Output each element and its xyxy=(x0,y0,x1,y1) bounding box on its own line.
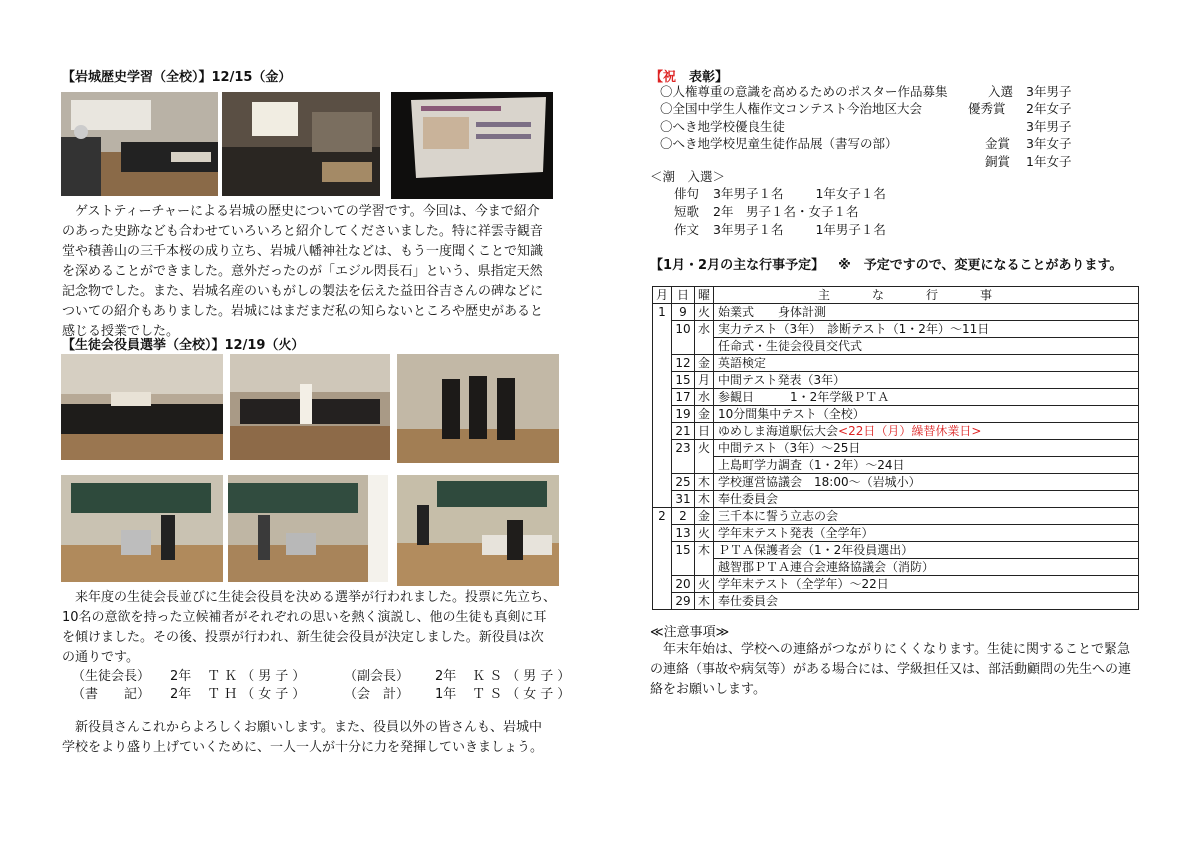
notice-title: ≪注意事項≫ xyxy=(650,625,730,640)
schedule-weekday: 日 xyxy=(695,423,714,440)
role-treasurer: （会 計） 1年 ＴＳ（女子） xyxy=(344,687,575,702)
history-photo-screen xyxy=(391,92,553,199)
schedule-day: 29 xyxy=(672,593,695,610)
schedule-month xyxy=(653,525,672,542)
schedule-row xyxy=(653,440,1139,457)
schedule-event: 学校運営協議会 18:00～（岩城小） xyxy=(714,474,1139,491)
ushio-title: ＜潮 入選＞ xyxy=(650,169,726,184)
history-line: 堂や積善山の三千本桜の成り立ち、岩城八幡神社などは、もう一度聞くことで知識 xyxy=(62,244,544,259)
schedule-month: 1 xyxy=(653,304,672,321)
schedule-row xyxy=(653,372,1139,389)
schedule-day: 25 xyxy=(672,474,695,491)
closing-line: 学校をより盛り上げていくために、一人一人が十分に力を発揮していきましょう。 xyxy=(62,740,544,755)
schedule-event: 上島町学力調査（1・2年）～24日 xyxy=(714,457,1139,474)
schedule-month xyxy=(653,321,672,338)
schedule-month xyxy=(653,593,672,610)
award-item: 〇人権尊重の意識を高めるためのポスター作品募集 xyxy=(660,84,948,99)
schedule-day xyxy=(672,559,695,576)
schedule-day: 13 xyxy=(672,525,695,542)
role-president: （生徒会長） 2年 ＴＫ（男子） xyxy=(72,669,310,684)
awards-title: 【祝 表彰】 xyxy=(650,70,729,85)
election-title: 【生徒会役員選挙（全校）】12/19（火） xyxy=(62,338,305,353)
schedule-header-row xyxy=(653,287,1139,304)
schedule-event: 始業式 身体計測 xyxy=(714,304,1139,321)
header-events: 主な行事 xyxy=(714,287,1139,304)
schedule-month xyxy=(653,559,672,576)
schedule-row xyxy=(653,457,1139,474)
notice-line: の連絡（事故や病気等）がある場合には、学級担任又は、部活動顧問の先生への連 xyxy=(650,662,1132,677)
schedule-day: 17 xyxy=(672,389,695,406)
schedule-weekday: 木 xyxy=(695,593,714,610)
schedule-day: 19 xyxy=(672,406,695,423)
schedule-month xyxy=(653,338,672,355)
closing-line: 新役員さんこれからよろしくお願いします。また、役員以外の皆さんも、岩城中 xyxy=(62,720,542,735)
schedule-event-note: <22日（月）繰替休業日> xyxy=(838,424,982,438)
schedule-weekday: 火 xyxy=(695,304,714,321)
schedule-day: 21 xyxy=(672,423,695,440)
schedule-day: 9 xyxy=(672,304,695,321)
schedule-month xyxy=(653,542,672,559)
schedule-month xyxy=(653,355,672,372)
schedule-weekday: 金 xyxy=(695,406,714,423)
notice-line: 絡をお願いします。 xyxy=(650,682,766,697)
award-result: 金賞 xyxy=(985,136,1011,151)
schedule-weekday: 水 xyxy=(695,389,714,406)
schedule-row xyxy=(653,559,1139,576)
schedule-month xyxy=(653,576,672,593)
schedule-day xyxy=(672,338,695,355)
award-who: 3年男子 xyxy=(1026,84,1072,99)
schedule-day xyxy=(672,457,695,474)
ushio-row: 短歌 2年 男子１名・女子１名 xyxy=(674,204,859,219)
header-day: 日 xyxy=(672,287,695,304)
schedule-event: ゆめしま海道駅伝大会<22日（月）繰替休業日> xyxy=(714,423,1139,440)
election-text xyxy=(62,588,562,668)
election-closing xyxy=(62,718,562,758)
schedule-weekday: 水 xyxy=(695,321,714,338)
schedule-month xyxy=(653,491,672,508)
schedule-month xyxy=(653,474,672,491)
schedule-row xyxy=(653,355,1139,372)
schedule-row xyxy=(653,321,1139,338)
schedule-month xyxy=(653,423,672,440)
schedule-day: 2 xyxy=(672,508,695,525)
schedule-event: 奉仕委員会 xyxy=(714,491,1139,508)
award-who: 3年男子 xyxy=(1026,119,1072,134)
schedule-month xyxy=(653,406,672,423)
notice-line: 年末年始は、学校への連絡がつながりにくくなります。生徒に関することで緊急 xyxy=(650,642,1130,657)
history-line: 記念物でした。また、岩城名産のいもがしの製法を伝えた益田谷吉さんの碑などに xyxy=(62,284,544,299)
schedule-weekday: 火 xyxy=(695,525,714,542)
schedule-day: 10 xyxy=(672,321,695,338)
schedule-weekday: 金 xyxy=(695,355,714,372)
schedule-title: 【1月・2月の主な行事予定】 ※ 予定ですので、変更になることがあります。 xyxy=(650,258,1123,273)
election-photo-5 xyxy=(228,475,388,582)
schedule-event: 中間テスト発表（3年） xyxy=(714,372,1139,389)
history-line: ついての紹介もありました。岩城にはまだまだ私の知らないところや歴史があると xyxy=(62,304,544,319)
history-line: のあった史跡なども合わせていろいろと紹介してくださいました。特に祥雲寺観音 xyxy=(62,224,543,239)
election-photo-2 xyxy=(230,354,390,460)
election-line: 来年度の生徒会長並びに生徒会役員を決める選挙が行われました。投票に先立ち、 xyxy=(62,590,557,605)
election-photo-3 xyxy=(397,354,559,463)
schedule-month xyxy=(653,372,672,389)
history-line: ゲストティーチャーによる岩城の歴史についての学習です。今回は、今まで紹介 xyxy=(62,204,540,219)
schedule-month xyxy=(653,389,672,406)
schedule-row xyxy=(653,389,1139,406)
schedule-event: 越智郡ＰＴＡ連合会連絡協議会（消防） xyxy=(714,559,1139,576)
award-item: 〇全国中学生人権作文コンテスト今治地区大会 xyxy=(660,101,923,116)
schedule-event: 奉仕委員会 xyxy=(714,593,1139,610)
award-item: 〇へき地学校児童生徒作品展（書写の部） xyxy=(660,136,898,151)
award-result: 優秀賞 xyxy=(968,101,1006,116)
schedule-event: 英語検定 xyxy=(714,355,1139,372)
schedule-row xyxy=(653,474,1139,491)
election-photo-6 xyxy=(397,475,559,586)
schedule-month xyxy=(653,457,672,474)
schedule-weekday: 木 xyxy=(695,542,714,559)
schedule-table xyxy=(652,286,1139,610)
schedule-day: 20 xyxy=(672,576,695,593)
schedule-row xyxy=(653,423,1139,440)
schedule-event: 学年末テスト（全学年）～22日 xyxy=(714,576,1139,593)
schedule-day: 15 xyxy=(672,372,695,389)
election-line: 10名の意欲を持った立候補者がそれぞれの思いを熱く演説し、他の生徒も真剣に耳 xyxy=(62,610,547,625)
role-secretary: （書 記） 2年 ＴＨ（女子） xyxy=(72,687,310,702)
award-who: 3年女子 xyxy=(1026,136,1072,151)
schedule-event: 三千本に誓う立志の会 xyxy=(714,508,1139,525)
schedule-weekday: 火 xyxy=(695,576,714,593)
schedule-row xyxy=(653,542,1139,559)
ushio-row: 作文 3年男子１名 1年男子１名 xyxy=(674,222,886,237)
schedule-weekday xyxy=(695,457,714,474)
award-result: 入選 xyxy=(988,84,1014,99)
schedule-weekday: 木 xyxy=(695,474,714,491)
schedule-event: 実力テスト（3年） 診断テスト（1・2年）～11日 xyxy=(714,321,1139,338)
schedule-event: 中間テスト（3年）～25日 xyxy=(714,440,1139,457)
history-title: 【岩城歴史学習（全校）】12/15（金） xyxy=(62,70,292,85)
schedule-month xyxy=(653,440,672,457)
history-line: 感じる授業でした。 xyxy=(62,324,180,339)
schedule-row xyxy=(653,525,1139,542)
schedule-day: 23 xyxy=(672,440,695,457)
schedule-event: 参観日 1・2年学級ＰＴＡ xyxy=(714,389,1139,406)
schedule-row xyxy=(653,338,1139,355)
schedule-weekday: 木 xyxy=(695,491,714,508)
schedule-weekday xyxy=(695,559,714,576)
history-photo-classroom xyxy=(61,92,218,196)
award-result: 銅賞 xyxy=(985,154,1011,169)
schedule-weekday: 月 xyxy=(695,372,714,389)
award-who: 2年女子 xyxy=(1026,101,1072,116)
schedule-row xyxy=(653,304,1139,321)
award-item: 〇へき地学校優良生徒 xyxy=(660,119,786,134)
election-photo-4 xyxy=(61,475,223,582)
schedule-row xyxy=(653,491,1139,508)
history-line: を深めることができました。意外だったのが「エジル閃長石」という、県指定天然 xyxy=(62,264,543,279)
history-text xyxy=(62,202,562,342)
election-photo-1 xyxy=(61,354,223,460)
schedule-weekday: 火 xyxy=(695,440,714,457)
header-weekday: 曜 xyxy=(695,287,714,304)
schedule-event: 任命式・生徒会役員交代式 xyxy=(714,338,1139,355)
schedule-day: 12 xyxy=(672,355,695,372)
election-line: を傾けました。その後、投票が行われ、新生徒会役員が決定しました。新役員は次 xyxy=(62,630,544,645)
schedule-row xyxy=(653,508,1139,525)
role-vice-president: （副会長） 2年 ＫＳ（男子） xyxy=(344,669,575,684)
schedule-day: 15 xyxy=(672,542,695,559)
history-photo-projector xyxy=(222,92,380,196)
schedule-event: 10分間集中テスト（全校） xyxy=(714,406,1139,423)
notice-text xyxy=(650,640,1150,700)
election-line: の通りです。 xyxy=(62,650,139,665)
schedule-weekday: 金 xyxy=(695,508,714,525)
award-who: 1年女子 xyxy=(1026,154,1072,169)
schedule-weekday xyxy=(695,338,714,355)
schedule-day: 31 xyxy=(672,491,695,508)
schedule-event: 学年末テスト発表（全学年） xyxy=(714,525,1139,542)
ushio-row: 俳句 3年男子１名 1年女子１名 xyxy=(674,186,886,201)
schedule-row xyxy=(653,593,1139,610)
schedule-row xyxy=(653,576,1139,593)
schedule-month: 2 xyxy=(653,508,672,525)
header-month: 月 xyxy=(653,287,672,304)
schedule-row xyxy=(653,406,1139,423)
schedule-event: ＰＴＡ保護者会（1・2年役員選出） xyxy=(714,542,1139,559)
